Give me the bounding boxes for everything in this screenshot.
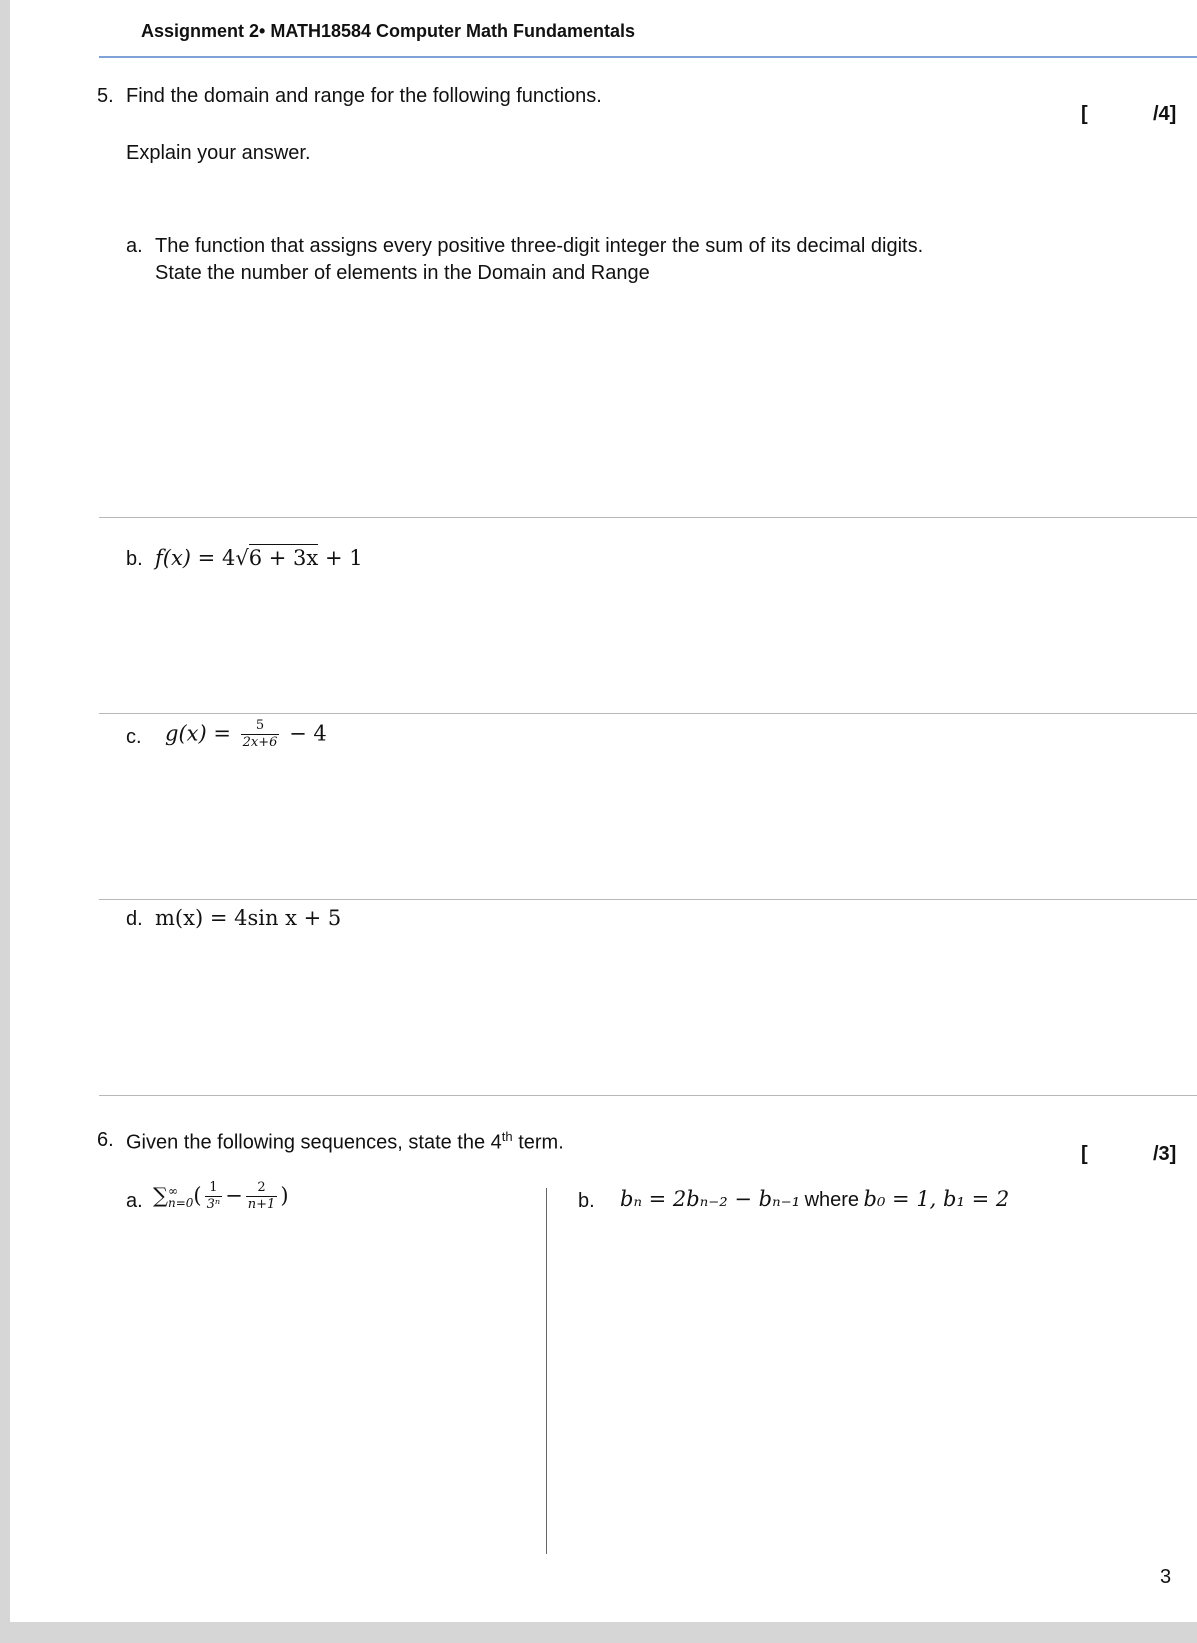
q5-prompt: Find the domain and range for the following functions. xyxy=(126,85,602,107)
q5b-radicand: 6 + 3x xyxy=(248,546,319,570)
q5c-expression xyxy=(165,718,327,752)
column-divider xyxy=(546,1188,547,1554)
answer-separator-c xyxy=(99,899,1197,900)
q6b-label: b. xyxy=(578,1190,595,1212)
q6a-f2-num: 2 xyxy=(257,1180,266,1195)
open-paren: ( xyxy=(193,1183,202,1208)
q6a-minus: − xyxy=(225,1183,243,1208)
q5a-label: a. xyxy=(126,235,143,257)
q6b-expression xyxy=(620,1187,1009,1212)
q5a-line1: The function that assigns every positive three-digit integer the sum of its decimal digits. xyxy=(155,235,924,257)
q5b-expression xyxy=(155,546,363,570)
header-title: Assignment 2• MATH18584 Computer Math Fundamentals xyxy=(141,21,636,41)
sum-upper: ∞ xyxy=(168,1183,178,1198)
q6b-expr-main: bₙ = 2bₙ₋₂ − bₙ₋₁ xyxy=(620,1187,801,1211)
q5c-fraction xyxy=(241,718,280,752)
q5-marks-open: [ xyxy=(1081,103,1088,125)
q6b-cond: b₀ = 1, b₁ = 2 xyxy=(863,1187,1010,1211)
q6a-fraction-1 xyxy=(205,1180,223,1214)
q6a-expression xyxy=(153,1180,289,1214)
q5c-tail: − 4 xyxy=(289,721,327,746)
q5b-tail: + 1 xyxy=(324,546,363,570)
q5b-label: b. xyxy=(126,548,143,570)
q6a-f1-num: 1 xyxy=(209,1180,218,1195)
page-number: 3 xyxy=(1160,1566,1172,1588)
q5c-label: c. xyxy=(126,726,142,748)
q5b-lhs: f(x) = xyxy=(155,546,216,570)
q6b-where: where xyxy=(804,1189,860,1211)
q5-explain: Explain your answer. xyxy=(126,142,311,164)
q6-number: 6. xyxy=(97,1129,114,1151)
q5-marks-value: /4] xyxy=(1153,103,1177,125)
q5c-numerator: 5 xyxy=(255,718,265,733)
q5d-expression: m(x) = 4sin x + 5 xyxy=(155,906,342,930)
q5-number: 5. xyxy=(97,85,114,107)
sigma-symbol: ∑ xyxy=(153,1183,168,1208)
sum-limits xyxy=(168,1185,193,1209)
close-paren: ) xyxy=(280,1183,289,1208)
q5b-coef: 4 xyxy=(221,546,236,570)
q5c-lhs: g(x) = xyxy=(165,721,231,746)
answer-separator-a xyxy=(99,517,1197,518)
sum-lower: n=0 xyxy=(168,1195,194,1210)
q6a-f2-den: n+1 xyxy=(247,1197,276,1213)
q6-prompt xyxy=(126,1129,564,1155)
q6a-f1-den: 3ⁿ xyxy=(206,1197,221,1213)
q6-marks-value: /3] xyxy=(1153,1143,1177,1165)
answer-separator-d xyxy=(99,1095,1197,1096)
q6a-fraction-2 xyxy=(246,1180,278,1214)
q5a-line2: State the number of elements in the Domain and Range xyxy=(155,262,650,284)
q5c-denominator: 2x+6 xyxy=(242,735,278,751)
q5d-label: d. xyxy=(126,908,143,930)
radical-sign: √ xyxy=(235,546,249,570)
q6-prompt-post: term. xyxy=(512,1131,564,1154)
q6a-label: a. xyxy=(126,1190,143,1212)
document-page xyxy=(10,0,1197,1622)
q6-marks-open: [ xyxy=(1081,1143,1088,1165)
header-rule xyxy=(99,56,1197,58)
answer-separator-b xyxy=(99,713,1197,714)
q6-prompt-sup: th xyxy=(501,1129,513,1144)
q6-prompt-pre: Given the following sequences, state the 4 xyxy=(126,1131,502,1154)
